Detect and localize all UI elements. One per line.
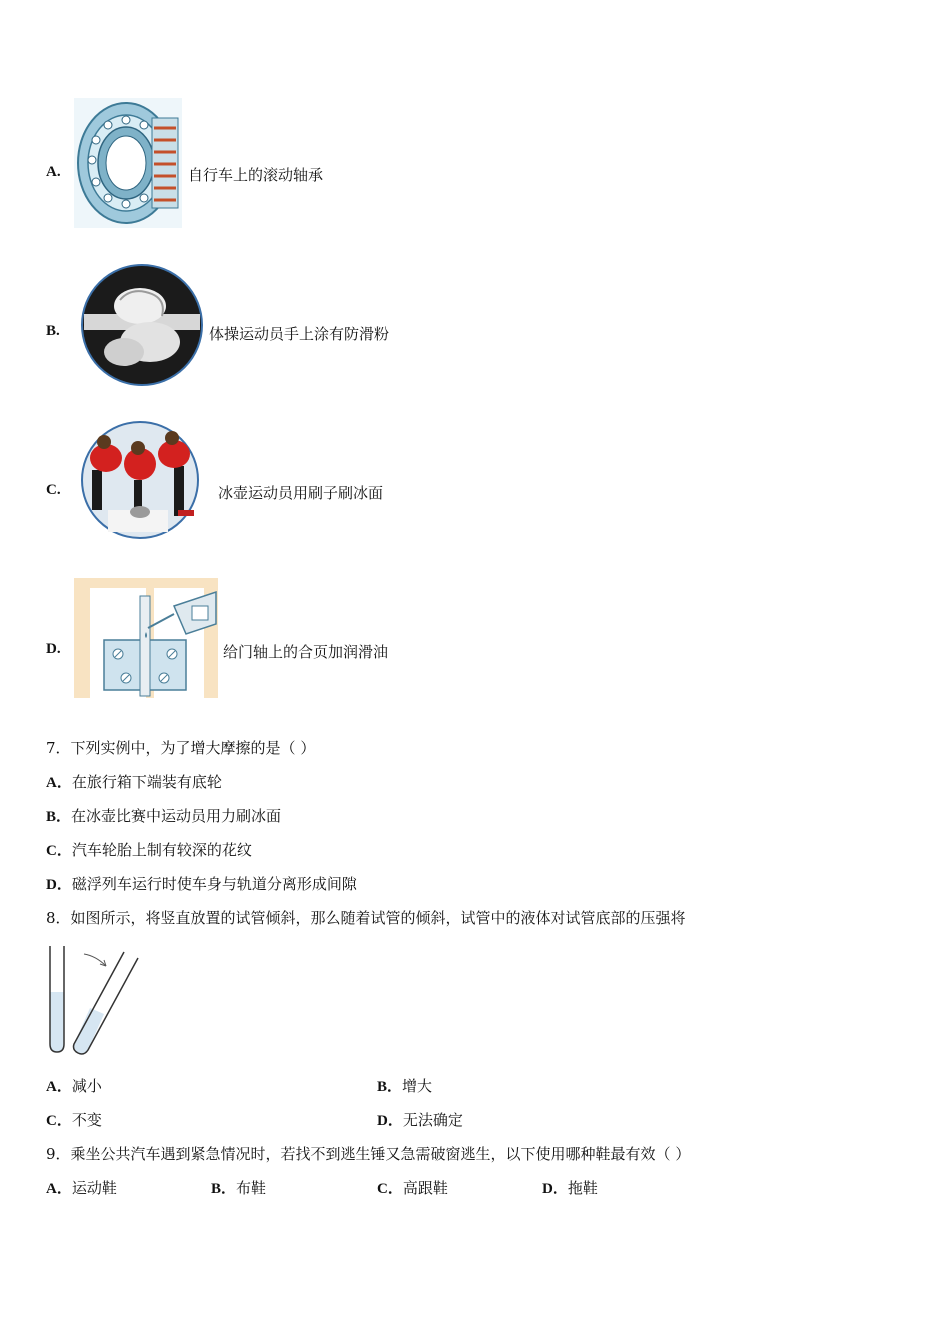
q7-option-a	[46, 771, 222, 792]
option-text: 磁浮列车运行时使车身与轨道分离形成间隙	[71, 875, 357, 893]
option-label: B．	[377, 1079, 403, 1095]
q9-stem: 9．乘坐公共汽车遇到紧急情况时，若找不到逃生锤又急需破窗逃生，以下使用哪种鞋最有效（ ）	[46, 1145, 691, 1163]
q7-option-b	[46, 805, 281, 826]
q9-option-b	[211, 1177, 266, 1198]
option-label: D．	[46, 877, 72, 893]
option-text: 汽车轮胎上制有较深的花纹	[71, 841, 252, 859]
hinge-oil-can-icon	[74, 578, 218, 698]
option-text: 减小	[71, 1077, 102, 1095]
option-text: 在旅行箱下端装有底轮	[71, 773, 222, 791]
option-text: 高跟鞋	[402, 1179, 448, 1197]
gymnast-hands-icon	[80, 264, 204, 386]
option-label: B．	[46, 809, 72, 825]
option-b-caption: 体操运动员手上涂有防滑粉	[209, 325, 390, 343]
option-label: A．	[46, 1079, 72, 1095]
curling-sweepers-icon	[78, 420, 204, 540]
q7-option-d	[46, 873, 357, 894]
option-b-label: B.	[46, 323, 60, 339]
option-c-caption: 冰壶运动员用刷子刷冰面	[218, 484, 384, 502]
option-label: C．	[377, 1181, 403, 1197]
q9-option-d	[542, 1177, 598, 1198]
option-a-caption: 自行车上的滚动轴承	[188, 166, 324, 184]
option-text: 无法确定	[402, 1111, 463, 1129]
option-d-label: D.	[46, 641, 61, 657]
option-text: 拖鞋	[567, 1179, 598, 1197]
option-label: D．	[377, 1113, 403, 1129]
option-label: B．	[211, 1181, 237, 1197]
q8-option-a	[46, 1075, 102, 1096]
option-label: C．	[46, 1113, 72, 1129]
test-tubes-icon	[44, 944, 144, 1056]
option-label: D．	[542, 1181, 568, 1197]
option-label: A．	[46, 1181, 72, 1197]
q7-stem: 7．下列实例中，为了增大摩擦的是（ ）	[46, 739, 316, 757]
option-text: 运动鞋	[71, 1179, 117, 1197]
q8-option-b	[377, 1075, 432, 1096]
q8-option-c	[46, 1109, 102, 1130]
option-a-label: A.	[46, 164, 61, 180]
q9-option-a	[46, 1177, 117, 1198]
option-text: 增大	[402, 1077, 433, 1095]
option-label: A．	[46, 775, 72, 791]
q8-option-d	[377, 1109, 463, 1130]
option-label: C．	[46, 843, 72, 859]
option-text: 布鞋	[236, 1179, 267, 1197]
option-d-caption: 给门轴上的合页加润滑油	[223, 643, 389, 661]
option-text: 在冰壶比赛中运动员用力刷冰面	[71, 807, 282, 825]
option-text: 不变	[71, 1111, 102, 1129]
q7-option-c	[46, 839, 252, 860]
q9-option-c	[377, 1177, 448, 1198]
q8-stem: 8．如图所示，将竖直放置的试管倾斜，那么随着试管的倾斜，试管中的液体对试管底部的压强将	[46, 909, 686, 927]
option-c-label: C.	[46, 482, 61, 498]
ball-bearing-icon	[74, 98, 182, 228]
